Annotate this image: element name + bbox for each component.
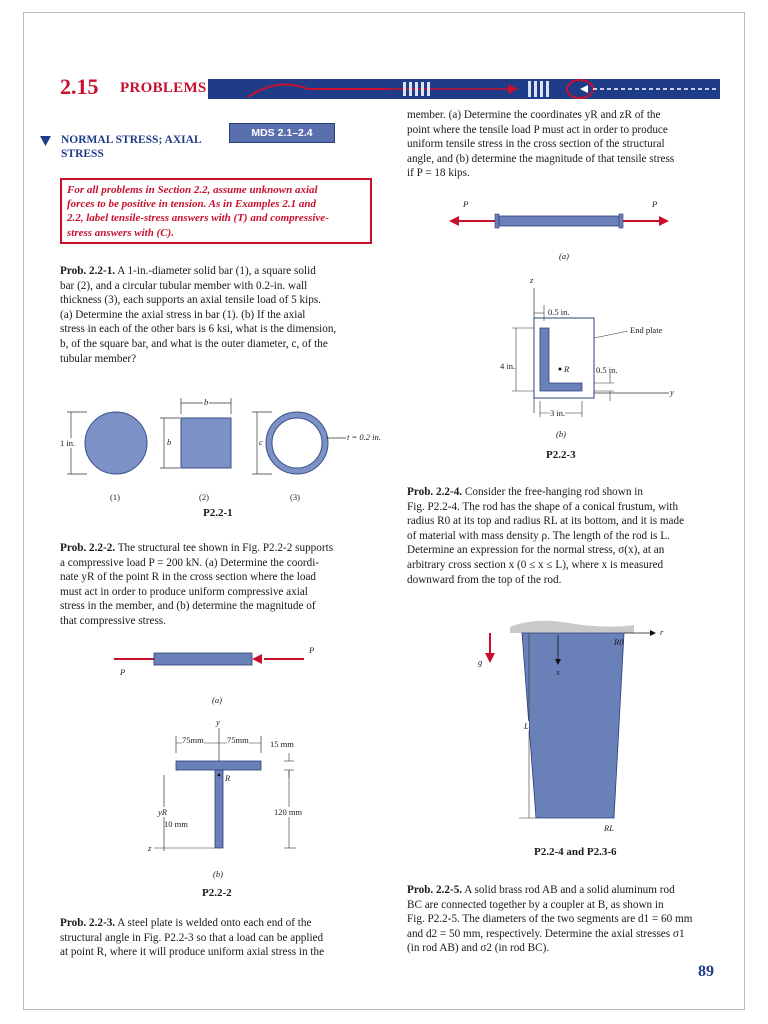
problem-label: Prob. 2.2-1. [60,265,116,277]
bar-label-2: (2) [199,492,209,502]
text-line: structural angle in Fig. P2.2-3 so that a load can be applied [60,931,324,944]
topic-title-line2: STRESS [61,148,104,160]
section-header [58,72,720,106]
figure-caption: P2.2-2 [202,887,232,899]
problem-2-2-2 [60,541,372,629]
problem-2-2-1 [60,264,372,366]
problem-2-2-5 [407,883,720,956]
dim-t: t = 0.2 in. [347,432,381,442]
problem-2-2-3 [60,916,372,960]
figure-p2-2-2a [104,643,334,703]
text-line: if P = 18 kips. [407,167,470,180]
page-number: 89 [698,963,714,980]
axis-y: y [670,387,674,397]
bar-label-1: (1) [110,492,120,502]
mds-badge: MDS 2.1–2.4 [229,123,335,143]
subfig-b-label: (b) [213,869,223,879]
text-line: A steel plate is welded onto each end of the [117,917,312,929]
text-line: a compressive load P = 200 kN. (a) Determine the coordi- [60,556,320,569]
subfig-a-label: (a) [559,251,569,261]
text-line: of material with mass density ρ. The length of the rod is L. [407,529,670,542]
gravity-g: g [478,657,483,667]
radius-r0: R0 [614,637,624,647]
coord-x: x [556,667,560,677]
text-line: b, of the square bar, and what is the outer diameter, c, of the [60,337,328,350]
radius-rl: RL [604,823,614,833]
text-line: (in rod AB) and σ2 (in rod BC). [407,942,550,955]
problem-label: Prob. 2.2-4. [407,486,463,498]
compressive-member-drawing [104,643,334,683]
axis-r: r [660,627,664,637]
problem-label: Prob. 2.2-3. [60,917,116,929]
load-p-left: P [120,667,126,677]
text-line: tubular member? [60,352,137,365]
dim-yr: yR [158,807,167,817]
conical-frustum-drawing [474,613,704,843]
text-line: angle, and (b) determine the magnitude of that tensile stress [407,152,675,165]
textbook-page [23,12,745,1010]
topic-title-line1: NORMAL STRESS; AXIAL [61,134,202,146]
structural-tee-drawing [134,723,334,873]
text-line: Fig. P2.2-4. The rod has the shape of a conical frustum, with [407,500,679,513]
point-r: R [564,364,570,374]
load-p-left: P [463,199,469,209]
topic-title [61,133,202,161]
figure-p2-2-1 [60,388,381,523]
text-line: uniform tensile stress in the cross section of the structural [407,138,665,151]
dim-10mm: 10 mm [164,819,188,829]
angle-cross-section-drawing [494,283,694,453]
topic-triangle-icon [40,136,51,146]
dim-4in: 4 in. [500,361,516,371]
text-line: A solid brass rod AB and a solid aluminum rod [464,884,675,896]
text-line: must act in order to produce uniform compressive axial [60,585,308,598]
load-p-right: P [309,645,315,655]
problem-2-2-4 [407,485,720,587]
text-line: Fig. P2.2-5. The diameters of the two segments are d1 = 60 mm [407,913,693,926]
note-box [60,178,372,244]
text-line: Determine an expression for the normal stress, σ(x), at an [407,544,665,557]
figure-caption: P2.2-4 and P2.3-6 [534,846,617,858]
figure-p2-2-4 [474,613,704,873]
dim-120mm: 120 mm [274,807,303,817]
text-line: bar (2), and a circular tubular member with 0.2-in. wall [60,279,308,292]
problem-label: Prob. 2.2-2. [60,542,116,554]
subfig-b-label: (b) [556,429,566,439]
load-p-right: P [652,199,658,209]
bar-label-3: (3) [290,492,300,502]
text-line: arbitrary cross section x (0 ≤ x ≤ L), where x is measured [407,558,664,571]
axis-y: y [216,717,220,727]
note-line3: 2.2, label tensile-stress answers with (T) and compressive- [67,212,329,225]
text-line: radius R0 at its top and radius RL at its bottom, and it is made [407,515,685,528]
end-plate-label: End plate [630,325,663,335]
figure-p2-2-1-drawing [60,388,372,488]
section-title: PROBLEMS [120,80,207,96]
text-line: downward from the top of the rod. [407,573,562,586]
length-l: L [524,721,529,731]
problem-2-2-3-continued [407,108,720,181]
text-line: (a) Determine the axial stress in bar (1). (b) If the axial [60,308,306,321]
text-line: nate yR of the point R in the cross section where the load [60,571,317,584]
problem-label: Prob. 2.2-5. [407,884,463,896]
dim-c: c [259,437,263,447]
dim-05in-top: 0.5 in. [548,307,570,317]
dim-15mm: 15 mm [270,739,294,749]
subfig-a-label: (a) [212,695,222,705]
note-line4: stress answers with (C). [67,226,174,239]
text-line: at point R, where it will produce uniform axial stress in the [60,946,325,959]
text-line: A 1-in.-diameter solid bar (1), a square solid [117,265,316,277]
note-line1: For all problems in Section 2.2, assume unknown axial [67,184,318,196]
tensile-member-drawing [449,205,679,235]
section-number: 2.15 [60,74,99,99]
dim-b-top: b [204,397,209,407]
axis-z: z [148,843,152,853]
point-r: R [225,773,231,783]
text-line: point where the tensile load P must act in order to produce [407,123,668,136]
figure-p2-2-2b [134,717,334,879]
dim-05in-side: 0.5 in. [596,365,618,375]
text-line: member. (a) Determine the coordinates yR and zR of the [407,109,661,121]
dim-3in: 3 in. [550,408,566,418]
text-line: BC are connected together by a coupler at B, as shown in [407,898,664,911]
figure-p2-2-3a [449,199,679,261]
text-line: that compressive stress. [60,614,166,627]
dim-75-right: 75mm [227,735,249,745]
text-line: and d2 = 50 mm, respectively. Determine the axial stresses σ1 [407,927,685,940]
text-line: stress in the member, and (b) determine the magnitude of [60,600,316,613]
text-line: Consider the free-hanging rod shown in [464,486,643,498]
figure-caption: P2.2-3 [546,449,576,461]
axis-z: z [530,275,534,285]
text-line: The structural tee shown in Fig. P2.2-2 supports [117,542,334,554]
figure-p2-2-3b [494,275,694,483]
dim-75-left: 75mm [182,735,204,745]
dim-b-side: b [167,437,172,447]
dim-1in: 1 in. [60,438,76,448]
figure-caption: P2.2-1 [203,507,233,519]
text-line: stress in each of the other bars is 6 ksi, what is the dimension, [60,323,337,336]
text-line: thickness (3), each supports an axial tensile load of 5 kips. [60,294,321,307]
note-line2: forces to be positive in tension. As in Examples 2.1 and [67,198,316,211]
header-banner-graphic [208,75,720,103]
